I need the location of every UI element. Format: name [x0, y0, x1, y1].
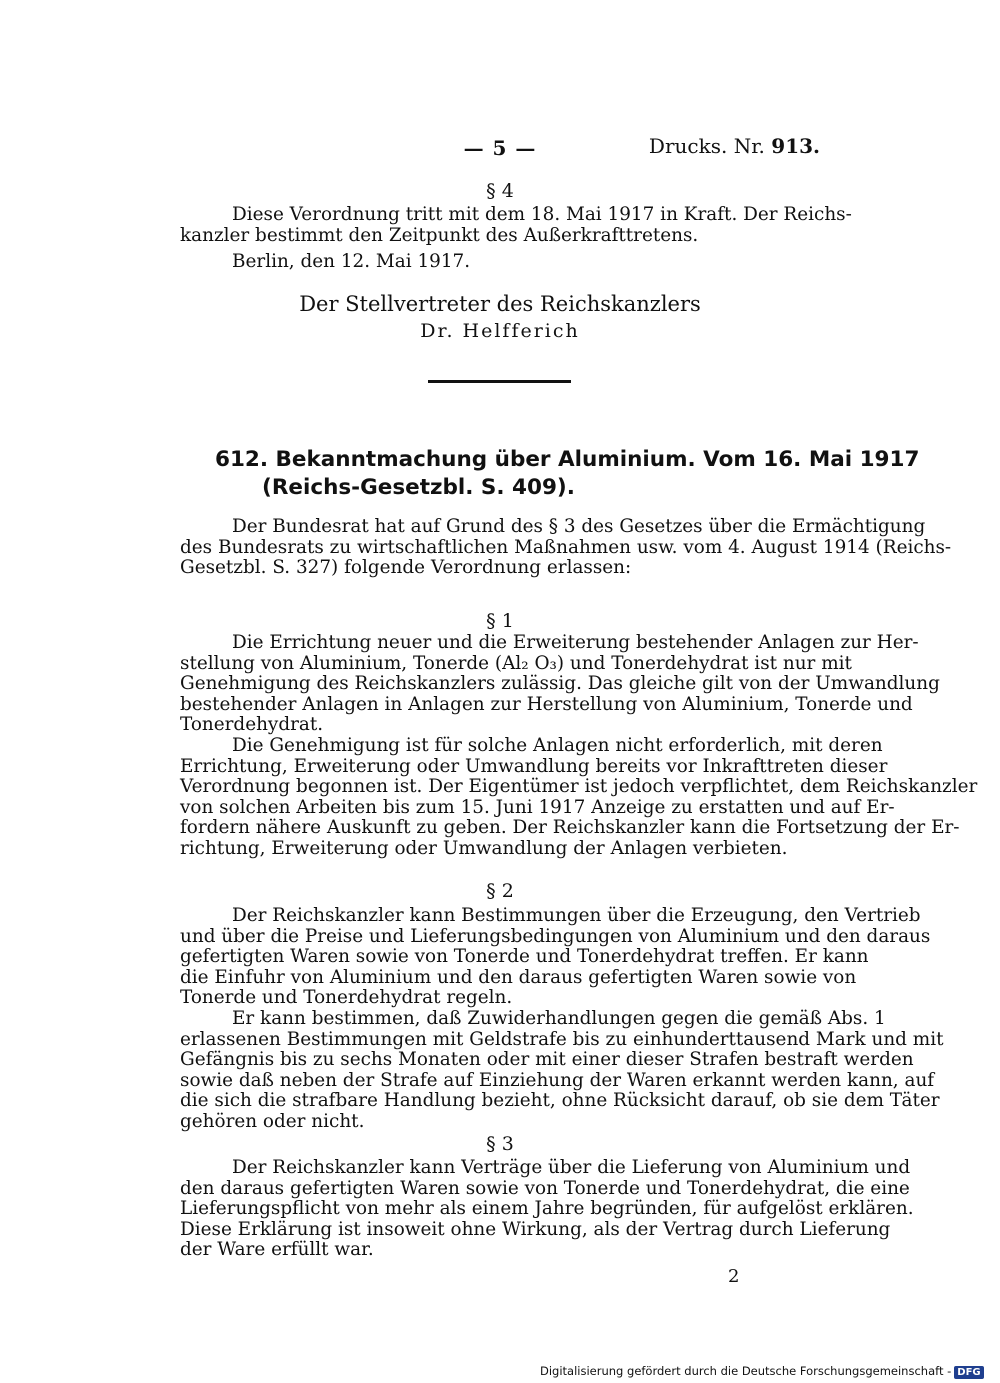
- intro-text: [180, 516, 952, 579]
- text-line: Tonerde und Tonerdehydrat regeln.: [180, 987, 513, 1009]
- text-line: richtung, Erweiterung oder Umwandlung der Anlagen verbieten.: [180, 837, 788, 859]
- section-4-text: [180, 204, 852, 246]
- signature-name: Dr. Helfferich: [420, 320, 580, 342]
- announcement-heading-line2: (Reichs-Gesetzbl. S. 409).: [262, 475, 575, 500]
- signature-mark: 2: [728, 1266, 740, 1287]
- text-line: die Einfuhr von Aluminium und den daraus gefertigten Waren sowie von: [180, 966, 857, 988]
- text-line: und über die Preise und Lieferungsbedingungen von Aluminium und den daraus: [180, 925, 931, 947]
- text-line: Die Genehmigung ist für solche Anlagen nicht erforderlich, mit deren: [232, 734, 883, 756]
- text-line: kanzler bestimmt den Zeitpunkt des Außerkrafttretens.: [180, 224, 699, 246]
- text-line: Er kann bestimmen, daß Zuwiderhandlungen gegen die gemäß Abs. 1: [232, 1007, 886, 1029]
- text-line: sowie daß neben der Strafe auf Einziehung der Waren erkannt werden kann, auf: [180, 1069, 935, 1091]
- text-line: Lieferungspflicht von mehr als einem Jahre begründen, für aufgelöst erklären.: [180, 1198, 914, 1220]
- section-2-sign: § 2: [486, 880, 514, 902]
- text-line: von solchen Arbeiten bis zum 15. Juni 1917 Anzeige zu erstatten und auf Er-: [180, 796, 895, 818]
- text-line: gehören oder nicht.: [180, 1110, 365, 1132]
- text-line: Errichtung, Erweiterung oder Umwandlung bereits vor Inkrafttreten dieser: [180, 755, 888, 777]
- text-line: Genehmigung des Reichskanzlers zulässig. Das gleiche gilt von der Umwandlung: [180, 673, 940, 695]
- text-line: die sich die strafbare Handlung bezieht, ohne Rücksicht darauf, ob sie dem Täter: [180, 1090, 940, 1112]
- dfg-logo-icon: DFG: [954, 1366, 983, 1379]
- text-line: Diese Verordnung tritt mit dem 18. Mai 1917 in Kraft. Der Reichs-: [232, 204, 852, 225]
- text-line: Verordnung begonnen ist. Der Eigentümer ist jedoch verpflichtet, dem Reichskanzler: [180, 776, 978, 798]
- text-line: den daraus gefertigten Waren sowie von Tonerde und Tonerdehydrat, die eine: [180, 1177, 910, 1199]
- text-line: Diese Erklärung ist insoweit ohne Wirkung, als der Vertrag durch Lieferung: [180, 1218, 891, 1240]
- text-line: Der Reichskanzler kann Bestimmungen über die Erzeugung, den Vertrieb: [232, 905, 921, 926]
- text-line: erlassenen Bestimmungen mit Geldstrafe bis zu einhunderttausend Mark und mit: [180, 1028, 944, 1050]
- drucksache-number: [640, 134, 820, 158]
- section-1-sign: § 1: [486, 610, 514, 632]
- text-line: Der Reichskanzler kann Verträge über die Lieferung von Aluminium und: [232, 1157, 911, 1178]
- place-date: Berlin, den 12. Mai 1917.: [232, 251, 471, 272]
- section-4-sign: § 4: [486, 180, 514, 202]
- page-number: — 5 —: [463, 136, 537, 160]
- drucksache-label: Drucks. Nr.: [648, 134, 765, 158]
- announcement-heading-line1: 612. Bekanntmachung über Aluminium. Vom 16. Mai 1917: [215, 447, 920, 472]
- dfg-notice-text: Digitalisierung gefördert durch die Deutsche Forschungsgemeinschaft -: [540, 1364, 952, 1378]
- text-line: der Ware erfüllt war.: [180, 1239, 374, 1261]
- text-line: Tonerdehydrat.: [180, 714, 324, 736]
- signature-title: Der Stellvertreter des Reichskanzlers: [299, 292, 701, 316]
- section-2-text: [180, 905, 944, 1133]
- section-1-text: [180, 632, 978, 860]
- text-line: Der Bundesrat hat auf Grund des § 3 des Gesetzes über die Ermächtigung: [232, 516, 926, 537]
- text-line: des Bundesrats zu wirtschaftlichen Maßnahmen usw. vom 4. August 1914 (Reichs-: [180, 536, 952, 558]
- dfg-notice: [540, 1364, 980, 1379]
- text-line: stellung von Aluminium, Tonerde (Al₂ O₃) und Tonerdehydrat ist nur mit: [180, 652, 852, 674]
- separator-rule: [428, 380, 571, 383]
- text-line: gefertigten Waren sowie von Tonerde und Tonerdehydrat treffen. Er kann: [180, 946, 869, 968]
- text-line: Die Errichtung neuer und die Erweiterung bestehender Anlagen zur Her-: [232, 632, 919, 653]
- text-line: Gefängnis bis zu sechs Monaten oder mit einer dieser Strafen bestraft werden: [180, 1049, 914, 1071]
- text-line: Gesetzbl. S. 327) folgende Verordnung erlassen:: [180, 557, 632, 579]
- text-line: bestehender Anlagen in Anlagen zur Herstellung von Aluminium, Tonerde und: [180, 693, 913, 715]
- drucksache-value: 913.: [771, 134, 820, 158]
- section-3-sign: § 3: [486, 1133, 514, 1155]
- section-3-text: [180, 1157, 914, 1261]
- text-line: fordern nähere Auskunft zu geben. Der Reichskanzler kann die Fortsetzung der Er-: [180, 817, 960, 839]
